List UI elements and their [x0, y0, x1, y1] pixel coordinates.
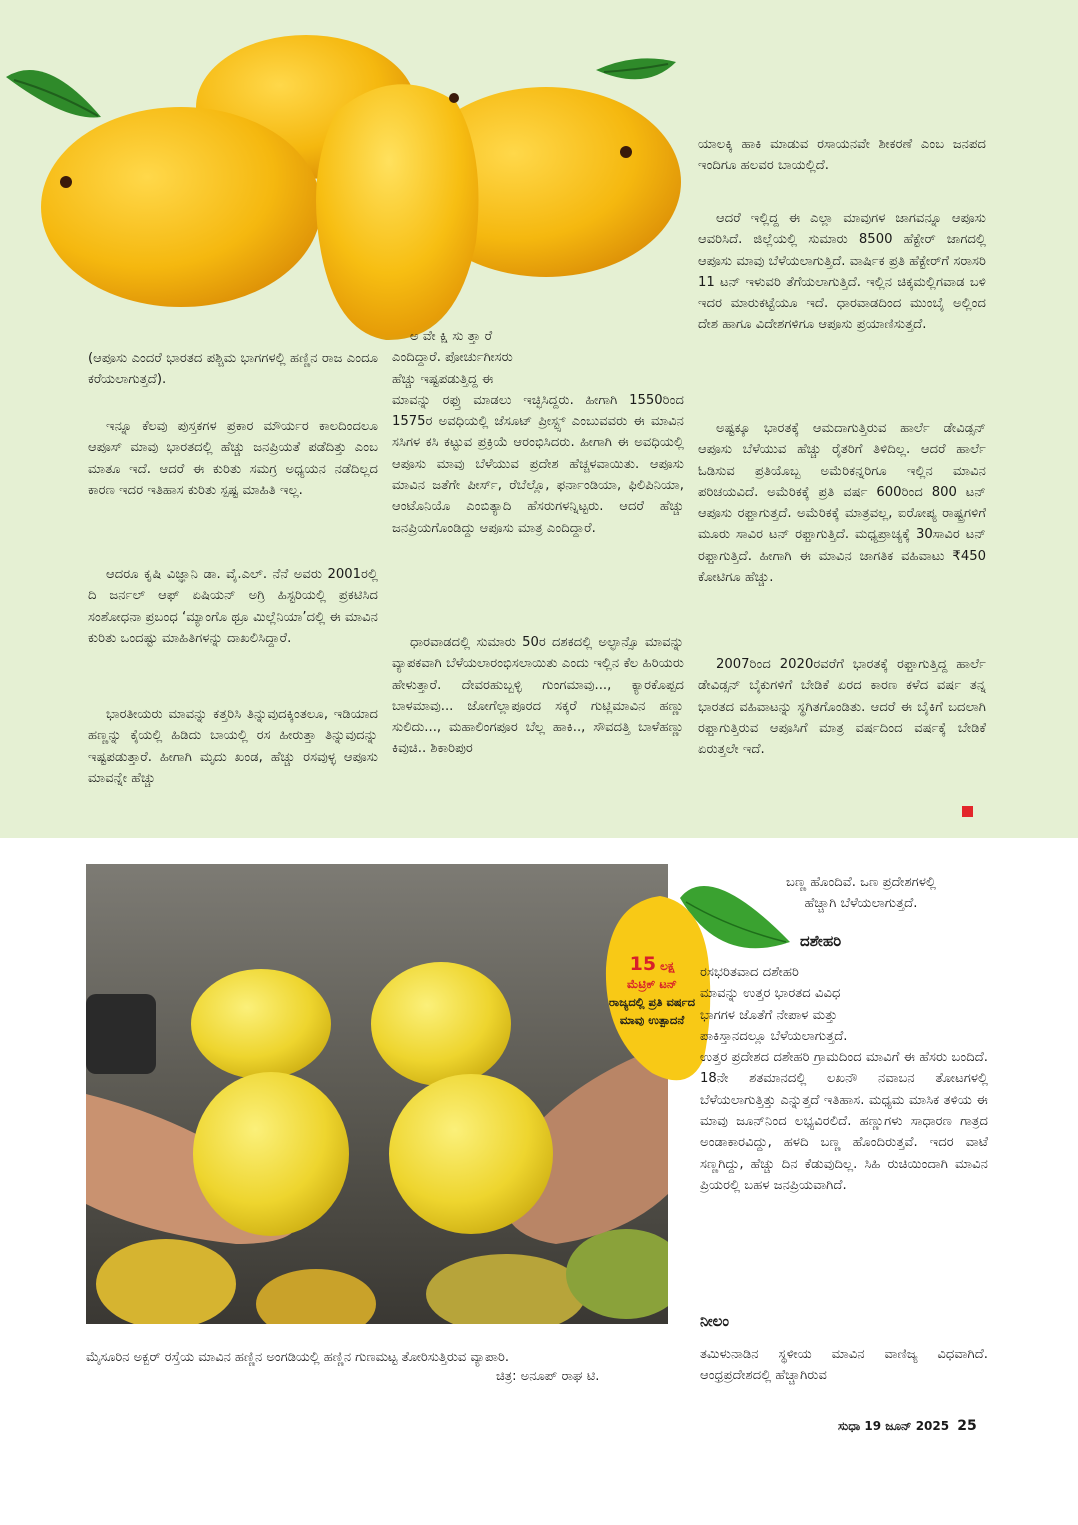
photo-credit: ಚಿತ್ರ: ಅನೂಪ್ ರಾಘ ಟಿ.: [496, 1369, 600, 1384]
col2-paragraph-1: ಅ ವೇ ಕ್ಷಿ ಸು ತ್ತಾ ರೆ ಎಂದಿದ್ದಾರೆ. ಪೋರ್ಚುಗೀಸರು ಹೆಚ್ಚು ಇಷ್ಟಪಡುತ್ತಿದ್ದ ಈ ಮಾವನ್ನು ರಫ್ತು ಮಾಡಲು ಇಚ್ಛಿಸಿದ್ದರು. ಹೀಗಾಗಿ 1550ರಿಂದ 1575ರ ಅವಧಿಯಲ್ಲಿ ಜೆಸೂಟ್ ಪ್ರೀಸ್ಟ್ಸ್ ಎಂಬುವವರು ಈ ಮಾವಿನ ಸಸಿಗಳ ಕಸಿ ಕಟ್ಟುವ ಪ್ರಕ್ರಿಯೆ ಆರಂಭಿಸಿದರು. ಹೀಗಾಗಿ ಈ ಅವಧಿಯಲ್ಲಿ ಆಪೂಸು ಮಾವು ಬೆಳೆಯುವ ಪ್ರದೇಶ ಹೆಚ್ಚಳವಾಯಿತು. ಆಪೂಸು ಮಾವಿನ ಜತೆಗೇ ಪೀರ್ಸ್, ರೆಬೆಲ್ಲೊ, ಫರ್ನಾಂಡಿಯಾ, ಫಿಲಿಪಿನಿಯಾ, ಆಂಟೊನಿಯೊ ಎಂಬಿತ್ಯಾದಿ ಹೆಸರುಗಳನ್ನಿಟ್ಟರು. ಆದರೆ ಹೆಚ್ಚು ಜನಪ್ರಿಯಗೊಂಡಿದ್ದು ಆಪೂಸು ಮಾತ್ರ ಎಂದಿದ್ದಾರೆ.: [392, 329, 684, 536]
dasheri-text: ರಸಭರಿತವಾದ ದಶೇಹರಿ ಮಾವನ್ನು ಉತ್ತರ ಭಾರತದ ವಿವಿಧ ಭಾಗಗಳ ಜೊತೆಗೆ ನೇಪಾಳ ಮತ್ತು ಪಾಕಿಸ್ತಾನದಲ್ಲೂ ಬೆಳೆಯಲಾಗುತ್ತದೆ. ಉತ್ತರ ಪ್ರದೇಶದ ದಶೇಹರಿ ಗ್ರಾಮದಿಂದ ಮಾವಿಗೆ ಈ ಹೆಸರು ಬಂದಿದೆ. 18ನೇ ಶತಮಾನದಲ್ಲಿ ಲಖನೌ ನವಾಬನ ತೋಟಗಳಲ್ಲಿ ಬೆಳೆಯಲಾಗುತ್ತಿತ್ತು ಎನ್ನುತ್ತದೆ ಇತಿಹಾಸ. ಮಧ್ಯಮ ಮಾಸಿಕ ತಳಿಯ ಈ ಮಾವು ಜೂನ್‌ನಿಂದ ಲಭ್ಯವಿರಲಿದೆ. ಹಣ್ಣುಗಳು ಸಾಧಾರಣ ಗಾತ್ರದ ಅಂಡಾಕಾರವಿದ್ದು, ಹಳದಿ ಬಣ್ಣ ಹೊಂದಿರುತ್ತವೆ. ಇದರ ವಾಟೆ ಸಣ್ಣಗಿದ್ದು, ಹೆಚ್ಚು ದಿನ ಕೆಡುವುದಿಲ್ಲ. ಸಿಹಿ ರುಚಿಯಿಂದಾಗಿ ಮಾವಿನ ಪ್ರಿಯರಲ್ಲಿ ಬಹಳ ಜನಪ್ರಿಯವಾಗಿದೆ.: [700, 965, 988, 1193]
publication-name: ಸುಧಾ: [838, 1419, 861, 1433]
page-footer: [838, 1418, 977, 1434]
photo-caption: ಮೈಸೂರಿನ ಅಕ್ಬರ್ ರಸ್ತೆಯ ಮಾವಿನ ಹಣ್ಣಿನ ಅಂಗಡಿಯಲ್ಲಿ ಹಣ್ಣಿನ ಗುಣಮಟ್ಟ ತೋರಿಸುತ್ತಿರುವ ವ್ಯಾಪಾರಿ.: [86, 1350, 509, 1365]
article-end-mark: [962, 806, 973, 817]
col3-paragraph-1: ಯಾಲಕ್ಕಿ ಹಾಕಿ ಮಾಡುವ ರಸಾಯನವೇ ಶೀಕರಣೆ ಎಂಬ ಜನಪದ ಇಂದಿಗೂ ಹಲವರ ಬಾಯಲ್ಲಿದೆ.: [698, 137, 986, 174]
col1-paragraph-3: ಆದರೂ ಕೃಷಿ ವಿಜ್ಞಾನಿ ಡಾ. ವೈ.ಎಲ್. ನೆನೆ ಅವರು 2001ರಲ್ಲಿ ದಿ ಜರ್ನಲ್ ಆಫ್ ಏಷಿಯನ್ ಅಗ್ರಿ ಹಿಸ್ಟರಿಯಲ್ಲಿ ಪ್ರಕಟಿಸಿದ ಸಂಶೋಧನಾ ಪ್ರಬಂಧ ‘ಮ್ಯಾಂಗೊ ಥ್ರೂ ಮಿಲ್ಲೆನಿಯಾ’ದಲ್ಲಿ ಈ ಮಾವಿನ ಕುರಿತು ಒಂದಷ್ಟು ಮಾಹಿತಿಗಳನ್ನು ದಾಖಲಿಸಿದ್ದಾರೆ.: [88, 567, 378, 646]
col1-paragraph-2: ಇನ್ನೂ ಕೆಲವು ಪುಸ್ತಕಗಳ ಪ್ರಕಾರ ಮೌರ್ಯರ ಕಾಲದಿಂದಲೂ ಆಪೂಸ್ ಮಾವು ಭಾರತದಲ್ಲಿ ಹೆಚ್ಚು ಜನಪ್ರಿಯತೆ ಪಡೆದಿತ್ತು ಎಂಬ ಮಾತೂ ಇದೆ. ಆದರೆ ಈ ಕುರಿತು ಸಮಗ್ರ ಅಧ್ಯಯನ ನಡೆದಿಲ್ಲದ ಕಾರಣ ಇದರ ಇತಿಹಾಸ ಕುರಿತು ಸ್ಪಷ್ಟ ಮಾಹಿತಿ ಇಲ್ಲ.: [88, 419, 378, 498]
col2-paragraph-2: ಧಾರವಾಡದಲ್ಲಿ ಸುಮಾರು 50ರ ದಶಕದಲ್ಲಿ ಅಲ್ಫಾನ್ಸೊ ಮಾವನ್ನು ವ್ಯಾಪಕವಾಗಿ ಬೆಳೆಯಲಾರಂಭಿಸಲಾಯಿತು ಎಂದು ಇಲ್ಲಿನ ಕೆಲ ಹಿರಿಯರು ಹೇಳುತ್ತಾರೆ. ದೇವರಹುಬ್ಬಳ್ಳಿ ಗುಂಗಮಾವು..., ಕ್ಯಾರಕೊಪ್ಪದ ಬಾಳಮಾವು... ಜೋಗೆಲ್ಲಾಪೂರದ ಸಕ್ಕರೆ ಗುಟ್ಲಿಮಾವಿನ ಹಣ್ಣು ಸುಲಿದು..., ಮಹಾಲಿಂಗಪೂರ ಬೆಲ್ಲ ಹಾಕಿ.., ಸೌವದತ್ತಿ ಬಾಳೆಹಣ್ಣು ಕಿವುಚಿ.. ಶಿಕಾರಿಪುರ: [392, 635, 684, 757]
col1-paragraph-4: ಭಾರತೀಯರು ಮಾವನ್ನು ಕತ್ತರಿಸಿ ತಿನ್ನುವುದಕ್ಕಿಂತಲೂ, ಇಡಿಯಾದ ಹಣ್ಣನ್ನು ಕೈಯಲ್ಲಿ ಹಿಡಿದು ಬಾಯಲ್ಲಿ ರಸ ಹೀರುತ್ತಾ ತಿನ್ನುವುದನ್ನು ಇಷ್ಟಪಡುತ್ತಾರೆ. ಹೀಗಾಗಿ ಮೃದು ಖಂಡ, ಹೆಚ್ಚು ರಸವುಳ್ಳ ಆಪೂಸು ಮಾವನ್ನೇ ಹೆಚ್ಚು: [88, 707, 378, 786]
mango-stat-text: [600, 955, 704, 1029]
issue-date: 19 ಜೂನ್ 2025: [864, 1419, 950, 1433]
col3-paragraph-2: ಆದರೆ ಇಲ್ಲಿದ್ದ ಈ ಎಲ್ಲಾ ಮಾವುಗಳ ಜಾಗವನ್ನೂ ಆಪೂಸು ಆವರಿಸಿದೆ. ಜಿಲ್ಲೆಯಲ್ಲಿ ಸುಮಾರು 8500 ಹೆಕ್ಟೇರ್ ಜಾಗದಲ್ಲಿ ಆಪೂಸು ಮಾವು ಬೆಳೆಯಲಾಗುತ್ತಿದೆ. ವಾರ್ಷಿಕ ಪ್ರತಿ ಹೆಕ್ಟೇರ್‌ಗೆ ಸರಾಸರಿ 11 ಟನ್ ಇಳುವರಿ ತೆಗೆಯಲಾಗುತ್ತಿದೆ. ಇಲ್ಲಿನ ಚಿಕ್ಕಮಲ್ಲಿಗವಾಡ ಬಳಿ ಇದರ ಮಾರುಕಟ್ಟೆಯೂ ಇದೆ. ಧಾರವಾಡದಿಂದ ಮುಂಬೈ ಅಲ್ಲಿಂದ ದೇಶ ಹಾಗೂ ವಿದೇಶಗಳಿಗೂ ಆಪೂಸು ಪ್ರಯಾಣಿಸುತ್ತದೆ.: [698, 211, 986, 333]
stat-quantity: ಮೆಟ್ರಿಕ್ ಟನ್: [627, 977, 677, 991]
mango-vendor-photo: [86, 864, 668, 1324]
col3-paragraph-4: 2007ರಿಂದ 2020ರವರೆಗೆ ಭಾರತಕ್ಕೆ ರಫ್ತಾಗುತ್ತಿದ್ದ ಹಾರ್ಲೆ ಡೇವಿಡ್ಸನ್ ಬೈಕುಗಳಿಗೆ ಬೇಡಿಕೆ ಏರದ ಕಾರಣ ಕಳೆದ ವರ್ಷ ತನ್ನ ಭಾರತದ ವಹಿವಾಟನ್ನು ಸ್ಥಗಿತಗೊಂಡಿತು. ಆದರೆ ಈ ಬೈಕಿಗೆ ಬದಲಾಗಿ ರಫ್ತಾಗುತ್ತಿರುವ ಆಪೂಸಿಗೆ ಮಾತ್ರ ವರ್ಷದಿಂದ ವರ್ಷಕ್ಕೆ ಬೇಡಿಕೆ ಏರುತ್ತಲೇ ಇದೆ.: [698, 657, 986, 758]
neelam-heading: ನೀಲಂ: [700, 1312, 730, 1330]
col1-paragraph-1: (ಆಪೂಸು ಎಂದರೆ ಭಾರತದ ಪಶ್ಚಿಮ ಭಾಗಗಳಲ್ಲಿ ಹಣ್ಣಿನ ರಾಜ ಎಂದೂ ಕರೆಯಲಾಗುತ್ತದೆ).: [88, 351, 378, 388]
neelam-text: ತಮಿಳುನಾಡಿನ ಸ್ಥಳೀಯ ಮಾವಿನ ವಾಣಿಜ್ಯ ವಿಧವಾಗಿದೆ. ಆಂಧ್ರಪ್ರದೇಶದಲ್ಲಿ ಹೆಚ್ಚಾಗಿರುವ: [700, 1347, 988, 1384]
page-number: 25: [957, 1418, 977, 1434]
sidebar-intro: ಬಣ್ಣ ಹೊಂದಿವೆ. ಒಣ ಪ್ರದೇಶಗಳಲ್ಲಿ ಹೆಚ್ಚಾಗಿ ಬೆಳೆಯಲಾಗುತ್ತದೆ.: [786, 875, 936, 912]
stat-unit: ಲಕ್ಷ: [660, 959, 675, 973]
stat-number: 15: [629, 953, 657, 975]
stat-description: ರಾಜ್ಯದಲ್ಲಿ ಪ್ರತಿ ವರ್ಷದ ಮಾವು ಉತ್ಪಾದನೆ: [608, 995, 696, 1027]
dasheri-heading: ದಶೇಹರಿ: [800, 932, 842, 950]
col3-paragraph-3: ಅಷ್ಟಕ್ಕೂ ಭಾರತಕ್ಕೆ ಆಮದಾಗುತ್ತಿರುವ ಹಾರ್ಲೆ ಡೇವಿಡ್ಸನ್ ಆಪೂಸು ಬೆಳೆಯುವ ಹೆಚ್ಚು ರೈತರಿಗೆ ತಿಳಿದಿಲ್ಲ. ಆದರೆ ಹಾರ್ಲೆ ಓಡಿಸುವ ಪ್ರತಿಯೊಬ್ಬ ಅಮೆರಿಕನ್ನರಿಗೂ ಇಲ್ಲಿನ ಮಾವಿನ ಪರಿಚಯವಿದೆ. ಅಮೆರಿಕಕ್ಕೆ ಪ್ರತಿ ವರ್ಷ 600ರಿಂದ 800 ಟನ್ ಆಪೂಸು ರಫ್ತಾಗುತ್ತದೆ. ಅಮೆರಿಕಕ್ಕೆ ಮಾತ್ರವಲ್ಲ, ಐರೋಪ್ಯ ರಾಷ್ಟ್ರಗಳಿಗೆ ಮೂರು ಸಾವಿರ ಟನ್ ರಫ್ತಾಗುತ್ತಿದೆ. ಮಧ್ಯಪ್ರಾಚ್ಯಕ್ಕೆ 30ಸಾವಿರ ಟನ್ ರಫ್ತಾಗುತ್ತಿದೆ. ಹೀಗಾಗಿ ಈ ಮಾವಿನ ಜಾಗತಿಕ ವಹಿವಾಟು ₹450 ಕೋಟಿಗೂ ಹೆಚ್ಚು.: [698, 421, 986, 586]
alphonso-mangoes-photo: [6, 22, 686, 352]
